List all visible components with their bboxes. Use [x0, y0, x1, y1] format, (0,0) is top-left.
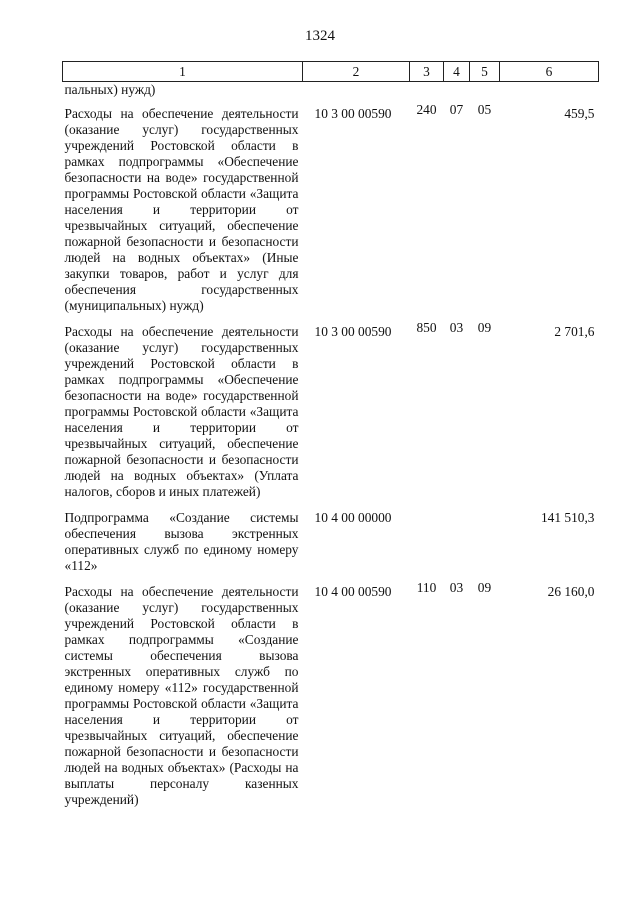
row-col5: 09	[477, 580, 492, 595]
row-col3	[410, 506, 444, 580]
budget-table	[62, 61, 599, 814]
row-col5: 05	[477, 102, 492, 117]
continuation-row	[63, 82, 599, 103]
row-description: Расходы на обеспечение деятельности (оказание услуг) государственных учреждений Ростовской области в рамках подпрограммы «Обеспечение безопасности на воде» государственной программы Ростовской области «Защита населения и территории от чрезвычайных ситуаций, обеспечение пожарной безопасности и безопасности людей на водных объектах» (Уплата налогов, сборов и иных платежей)	[64, 324, 299, 499]
table-row	[63, 580, 599, 814]
row-col4: 03	[449, 580, 464, 595]
table-row	[63, 102, 599, 320]
table-header-row	[63, 62, 599, 82]
row-col5: 09	[477, 320, 492, 335]
row-code: 10 3 00 00590	[314, 324, 392, 339]
row-col5	[470, 506, 500, 580]
row-amount: 2 701,6	[554, 324, 595, 339]
column-header-4: 4	[444, 62, 470, 82]
column-header-2: 2	[303, 62, 410, 82]
row-code: 10 3 00 00590	[314, 106, 392, 121]
column-header-1: 1	[63, 62, 303, 82]
page-number: 1324	[305, 28, 335, 44]
row-col4	[444, 506, 470, 580]
row-code: 10 4 00 00590	[314, 584, 392, 599]
row-code: 10 4 00 00000	[314, 510, 392, 525]
row-amount: 26 160,0	[547, 584, 595, 599]
table-row	[63, 506, 599, 580]
row-col3: 240	[416, 102, 437, 117]
row-col4: 03	[449, 320, 464, 335]
row-description: Расходы на обеспечение деятельности (оказание услуг) государственных учреждений Ростовской области в рамках подпрограммы «Создание системы обеспечения вызова экстренных оперативных служб по единому номеру «112» государственной программы Ростовской области «Защита населения и территории от чрезвычайных ситуаций, обеспечение пожарной безопасности и безопасности людей на водных объектах» (Расходы на выплаты персоналу казенных учреждений)	[64, 584, 299, 807]
table-row	[63, 320, 599, 506]
continuation-text: пальных) нужд)	[64, 82, 156, 97]
column-header-3: 3	[410, 62, 444, 82]
row-amount: 459,5	[564, 106, 595, 121]
column-header-5: 5	[470, 62, 500, 82]
column-header-6: 6	[500, 62, 599, 82]
row-col3: 110	[416, 580, 437, 595]
row-amount: 141 510,3	[540, 510, 595, 525]
row-col3: 850	[416, 320, 437, 335]
row-description: Подпрограмма «Создание системы обеспечения вызова экстренных оперативных служб по единому номеру «112»	[64, 510, 299, 573]
row-col4: 07	[449, 102, 464, 117]
row-description: Расходы на обеспечение деятельности (оказание услуг) государственных учреждений Ростовской области в рамках подпрограммы «Обеспечение безопасности на воде» государственной программы Ростовской области «Защита населения и территории от чрезвычайных ситуаций, обеспечение пожарной безопасности и безопасности людей на водных объектах» (Иные закупки товаров, работ и услуг для обеспечения государственных (муниципальных) нужд)	[64, 106, 299, 313]
